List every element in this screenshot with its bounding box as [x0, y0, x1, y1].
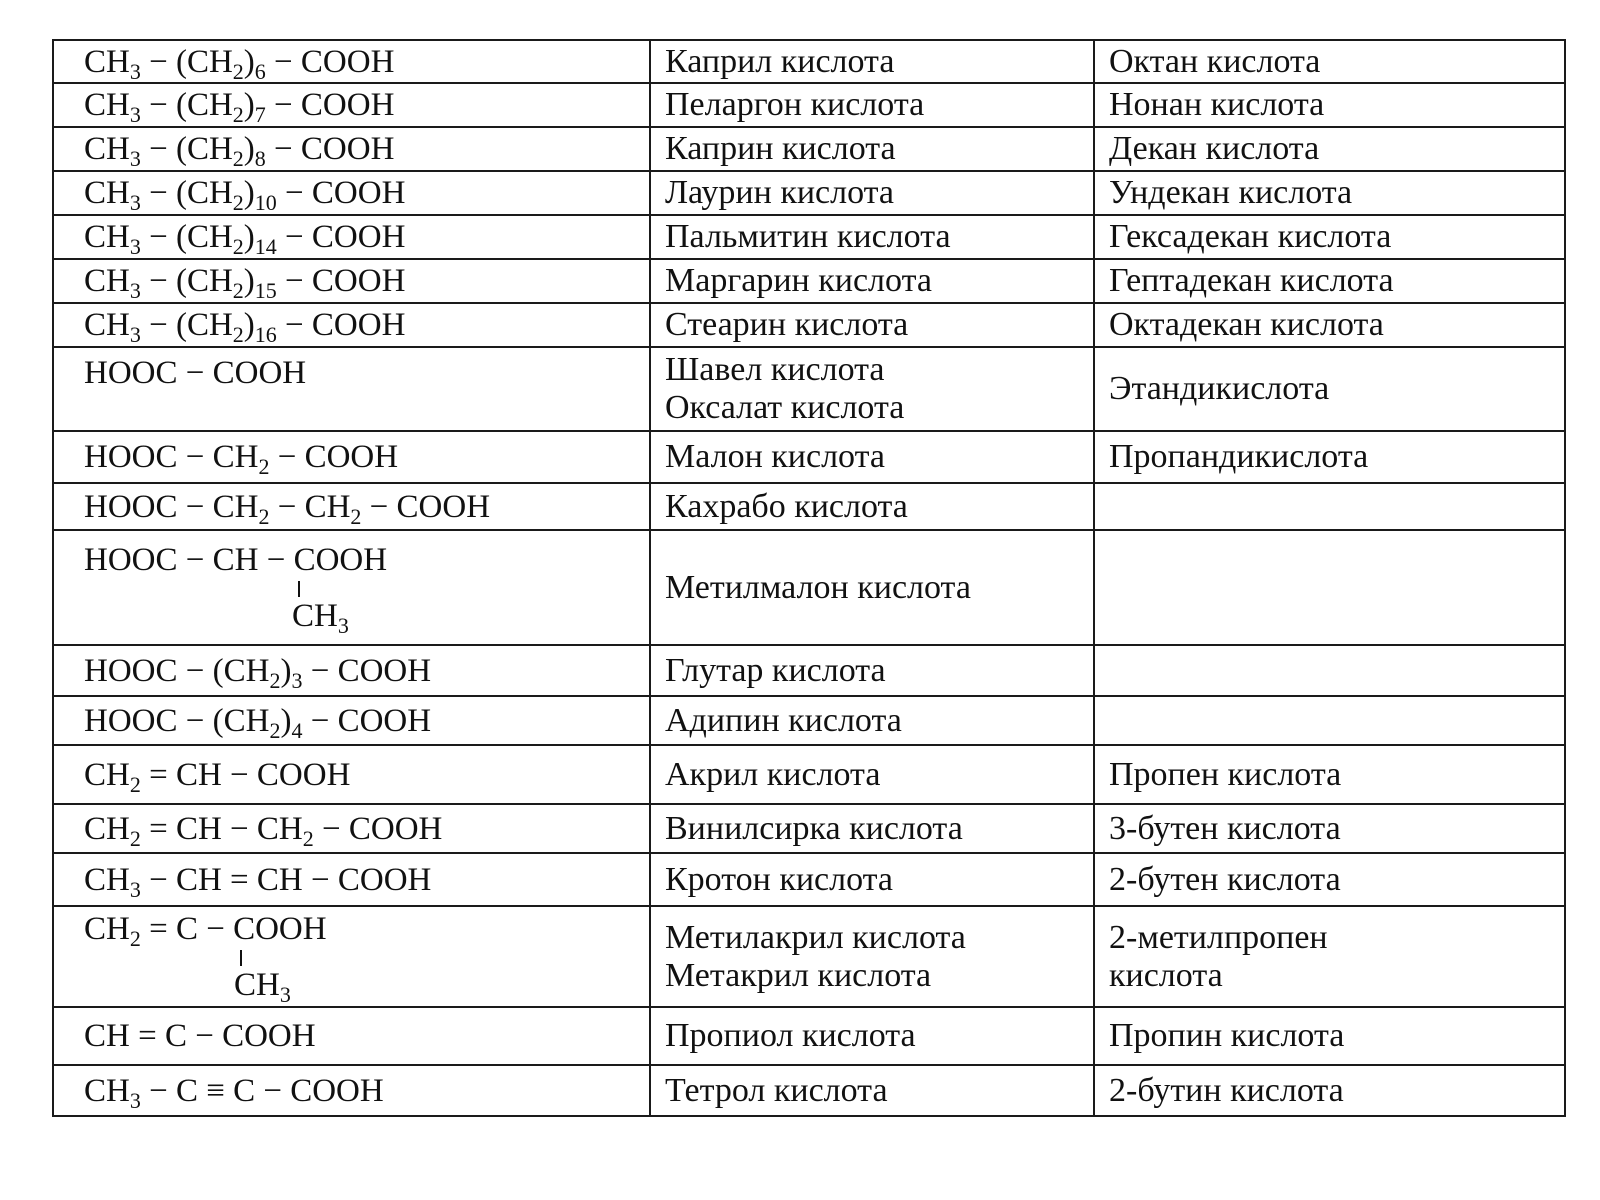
formula-text: − COOH — [313, 810, 443, 847]
formula-text: − CH = CH − COOH — [140, 861, 432, 898]
table-row — [53, 40, 1565, 83]
formula-text: CH — [84, 263, 130, 299]
systematic-name-cell — [1094, 696, 1565, 745]
formula-text: CH — [292, 597, 338, 634]
formula-text: − (CH — [140, 263, 233, 299]
trivial-name-cell — [650, 259, 1094, 303]
formula-text: CH — [84, 1072, 130, 1109]
systematic-name-cell — [1094, 347, 1565, 431]
formula-text: = CH − COOH — [140, 756, 351, 793]
trivial-name: Каприл кислота — [665, 42, 895, 80]
formula-line — [84, 861, 635, 902]
systematic-name-cell — [1094, 853, 1565, 906]
formula-text: ) — [280, 652, 292, 689]
trivial-name-cell — [650, 127, 1094, 171]
formula-text: CH — [84, 307, 130, 343]
trivial-name: Метилмалон кислота — [665, 568, 971, 606]
formula-text: − COOH — [361, 488, 491, 525]
formula-subscript: 3 — [129, 876, 141, 902]
formula-text: − COOH — [276, 307, 406, 343]
formula-subscript: 3 — [129, 322, 141, 347]
formula-text: − CH — [269, 488, 351, 525]
systematic-name: Гептадекан кислота — [1109, 262, 1394, 299]
formula-text: − COOH — [276, 263, 406, 299]
systematic-name: Октадекан кислота — [1109, 306, 1384, 343]
formula-subscript: 2 — [232, 234, 244, 259]
formula-text: − (CH — [140, 87, 233, 123]
trivial-name: Метакрил кислота — [665, 956, 932, 994]
systematic-name-cell — [1094, 127, 1565, 171]
formula-cell — [53, 171, 650, 215]
systematic-name-cell — [1094, 171, 1565, 215]
formula-text: ) — [243, 175, 255, 211]
table-row — [53, 853, 1565, 906]
formula-line — [84, 652, 635, 693]
formula-subscript: 2 — [232, 146, 244, 171]
table-row — [53, 645, 1565, 696]
trivial-name-cell — [650, 530, 1094, 645]
trivial-name-cell — [650, 645, 1094, 696]
systematic-name: Пропандикислота — [1109, 438, 1369, 475]
systematic-name-cell — [1094, 745, 1565, 804]
bond-line — [240, 950, 242, 966]
formula-subscript: 4 — [291, 717, 303, 743]
trivial-name: Оксалат кислота — [665, 389, 905, 426]
formula-cell — [53, 645, 650, 696]
formula-subscript: 3 — [129, 190, 141, 215]
systematic-name: Октан кислота — [1109, 42, 1321, 80]
formula-text: CH — [84, 87, 130, 123]
formula-text: HOOC − CH − COOH — [84, 541, 388, 578]
systematic-name-cell — [1094, 1007, 1565, 1065]
trivial-name: Шавел кислота — [665, 351, 885, 388]
formula-text: − COOH — [265, 87, 395, 123]
trivial-name-cell — [650, 853, 1094, 906]
formula-subscript: 2 — [232, 102, 244, 127]
formula-text: = CH − CH — [140, 810, 303, 847]
formula-subscript: 3 — [129, 1087, 141, 1113]
formula-line — [84, 86, 635, 127]
formula-branch-line — [84, 966, 635, 1007]
systematic-name: Нонан кислота — [1109, 86, 1325, 123]
formula-cell — [53, 1007, 650, 1065]
trivial-name: Кахрабо кислота — [665, 487, 908, 525]
formula-text: − (CH — [140, 219, 233, 255]
formula-cell — [53, 696, 650, 745]
formula-branch-line — [84, 597, 635, 638]
formula-cell — [53, 83, 650, 127]
systematic-name-cell — [1094, 303, 1565, 347]
trivial-name: Малон кислота — [665, 438, 885, 475]
systematic-name: Пропен кислота — [1109, 755, 1342, 793]
formula-subscript: 3 — [337, 612, 349, 638]
systematic-name-cell — [1094, 215, 1565, 259]
formula-text: − (CH — [140, 131, 233, 167]
trivial-name: Метилакрил кислота — [665, 918, 966, 956]
formula-line — [84, 756, 635, 797]
formula-text: HOOC − (CH — [84, 652, 270, 689]
systematic-name: Ундекан кислота — [1109, 174, 1353, 211]
trivial-name: Каприн кислота — [665, 130, 896, 167]
table-row — [53, 431, 1565, 483]
formula-line — [84, 810, 635, 851]
formula-cell — [53, 40, 650, 83]
table-row — [53, 804, 1565, 853]
formula-line — [84, 910, 635, 951]
formula-text: ) — [243, 307, 255, 343]
formula-subscript: 2 — [269, 667, 281, 693]
formula-text: − (CH — [140, 175, 233, 211]
trivial-name-cell — [650, 745, 1094, 804]
trivial-name: Глутар кислота — [665, 651, 886, 689]
formula-text: ) — [243, 263, 255, 299]
formula-cell — [53, 127, 650, 171]
systematic-name-cell — [1094, 1065, 1565, 1116]
formula-text: CH — [84, 131, 130, 167]
trivial-name-cell — [650, 215, 1094, 259]
formula-text: CH — [84, 219, 130, 255]
formula-subscript: 2 — [258, 454, 270, 479]
table-row — [53, 83, 1565, 127]
formula-subscript: 3 — [129, 102, 141, 127]
systematic-name: Гексадекан кислота — [1109, 218, 1392, 255]
trivial-name-cell — [650, 1065, 1094, 1116]
trivial-name-cell — [650, 303, 1094, 347]
trivial-name: Пеларгон кислота — [665, 86, 925, 123]
trivial-name-cell — [650, 347, 1094, 431]
formula-subscript: 14 — [254, 234, 277, 259]
formula-text: ) — [243, 87, 255, 123]
table-row — [53, 483, 1565, 530]
table-row — [53, 127, 1565, 171]
formula-subscript: 2 — [129, 825, 141, 851]
formula-subscript: 3 — [129, 58, 141, 83]
branch-bond — [84, 948, 635, 966]
formula-subscript: 16 — [254, 322, 277, 347]
table-row — [53, 347, 1565, 431]
table-row — [53, 1007, 1565, 1065]
formula-line — [84, 218, 635, 259]
formula-subscript: 7 — [254, 102, 266, 127]
table-row — [53, 745, 1565, 804]
systematic-name: 2-метилпропен — [1109, 918, 1328, 956]
trivial-name-cell — [650, 483, 1094, 530]
formula-subscript: 2 — [232, 322, 244, 347]
formula-text: − COOH — [276, 175, 406, 211]
systematic-name: 2-бутин кислота — [1109, 1071, 1344, 1109]
systematic-name: Этандикислота — [1109, 370, 1330, 407]
formula-line — [84, 1017, 635, 1055]
systematic-name-cell — [1094, 906, 1565, 1007]
formula-text: − COOH — [302, 652, 432, 689]
formula-line — [84, 262, 635, 303]
formula-cell — [53, 906, 650, 1007]
formula-text: − COOH — [302, 702, 432, 739]
formula-text: HOOC − COOH — [84, 355, 307, 391]
formula-cell — [53, 303, 650, 347]
formula-subscript: 10 — [254, 190, 277, 215]
carboxylic-acids-table — [52, 39, 1566, 1117]
trivial-name: Адипин кислота — [665, 701, 902, 739]
formula-text: − COOH — [265, 43, 395, 80]
table-row — [53, 303, 1565, 347]
formula-subscript: 2 — [269, 717, 281, 743]
systematic-name-cell — [1094, 804, 1565, 853]
formula-text: − (CH — [140, 307, 233, 343]
trivial-name: Лаурин кислота — [665, 174, 895, 211]
trivial-name-cell — [650, 696, 1094, 745]
formula-subscript: 2 — [232, 58, 244, 83]
formula-line — [84, 488, 635, 529]
formula-line — [84, 438, 635, 479]
formula-cell — [53, 483, 650, 530]
table-row — [53, 1065, 1565, 1116]
formula-cell — [53, 431, 650, 483]
branch-bond — [84, 579, 635, 597]
systematic-name-cell — [1094, 40, 1565, 83]
formula-text: ) — [243, 43, 255, 80]
table-row — [53, 259, 1565, 303]
formula-cell — [53, 259, 650, 303]
systematic-name: 3-бутен кислота — [1109, 809, 1341, 847]
formula-text: − COOH — [276, 219, 406, 255]
formula-text: CH — [84, 43, 130, 80]
table-row — [53, 696, 1565, 745]
formula-subscript: 3 — [129, 234, 141, 259]
systematic-name: Декан кислота — [1109, 130, 1320, 167]
formula-line — [84, 354, 635, 392]
trivial-name-cell — [650, 906, 1094, 1007]
formula-cell — [53, 215, 650, 259]
formula-subscript: 8 — [254, 146, 266, 171]
formula-subscript: 3 — [129, 146, 141, 171]
formula-text: HOOC − (CH — [84, 702, 270, 739]
formula-cell — [53, 530, 650, 645]
formula-cell — [53, 853, 650, 906]
trivial-name: Винилсирка кислота — [665, 809, 963, 847]
trivial-name: Пальмитин кислота — [665, 218, 951, 255]
formula-subscript: 2 — [129, 771, 141, 797]
formula-subscript: 2 — [258, 503, 270, 529]
formula-line — [84, 43, 635, 81]
formula-line — [84, 702, 635, 743]
formula-text: = C − COOH — [140, 910, 327, 947]
formula-text: CH — [84, 810, 130, 847]
systematic-name: кислота — [1109, 956, 1223, 994]
formula-subscript: 3 — [129, 278, 141, 303]
formula-line — [84, 130, 635, 171]
formula-text: ) — [280, 702, 292, 739]
formula-subscript: 2 — [129, 925, 141, 951]
table-row — [53, 171, 1565, 215]
systematic-name: 2-бутен кислота — [1109, 860, 1341, 898]
formula-cell — [53, 745, 650, 804]
formula-line — [84, 174, 635, 215]
formula-subscript: 2 — [232, 278, 244, 303]
formula-subscript: 2 — [302, 825, 314, 851]
formula-text: CH = C − COOH — [84, 1018, 316, 1054]
formula-text: ) — [243, 219, 255, 255]
formula-text: CH — [234, 966, 280, 1003]
formula-text: CH — [84, 910, 130, 947]
formula-subscript: 2 — [232, 190, 244, 215]
systematic-name-cell — [1094, 83, 1565, 127]
systematic-name: Пропин кислота — [1109, 1017, 1345, 1054]
trivial-name-cell — [650, 431, 1094, 483]
table-row — [53, 906, 1565, 1007]
formula-text: − COOH — [269, 439, 399, 475]
trivial-name-cell — [650, 40, 1094, 83]
formula-text: HOOC − CH — [84, 488, 259, 525]
formula-text: − (CH — [140, 43, 233, 80]
bond-line — [298, 581, 300, 597]
formula-text: CH — [84, 756, 130, 793]
formula-text: − C ≡ C − COOH — [140, 1072, 384, 1109]
formula-cell — [53, 347, 650, 431]
formula-text: CH — [84, 175, 130, 211]
formula-text: CH — [84, 861, 130, 898]
formula-subscript: 3 — [291, 667, 303, 693]
systematic-name-cell — [1094, 259, 1565, 303]
formula-line — [84, 306, 635, 347]
formula-subscript: 2 — [350, 503, 362, 529]
trivial-name: Стеарин кислота — [665, 306, 909, 343]
formula-text: ) — [243, 131, 255, 167]
systematic-name-cell — [1094, 645, 1565, 696]
trivial-name-cell — [650, 1007, 1094, 1065]
trivial-name: Тетрол кислота — [665, 1071, 888, 1109]
table-row — [53, 530, 1565, 645]
trivial-name: Акрил кислота — [665, 755, 881, 793]
formula-subscript: 3 — [279, 981, 291, 1007]
trivial-name: Пропиол кислота — [665, 1017, 916, 1054]
trivial-name: Кротон кислота — [665, 860, 894, 898]
trivial-name: Маргарин кислота — [665, 262, 932, 299]
systematic-name-cell — [1094, 431, 1565, 483]
formula-line — [84, 1072, 635, 1113]
formula-line — [84, 541, 635, 579]
trivial-name-cell — [650, 804, 1094, 853]
trivial-name-cell — [650, 171, 1094, 215]
systematic-name-cell — [1094, 483, 1565, 530]
table-row — [53, 215, 1565, 259]
formula-text: HOOC − CH — [84, 439, 259, 475]
formula-subscript: 15 — [254, 278, 277, 303]
formula-text: − COOH — [265, 131, 395, 167]
formula-cell — [53, 804, 650, 853]
systematic-name-cell — [1094, 530, 1565, 645]
trivial-name-cell — [650, 83, 1094, 127]
formula-cell — [53, 1065, 650, 1116]
formula-subscript: 6 — [254, 58, 266, 83]
